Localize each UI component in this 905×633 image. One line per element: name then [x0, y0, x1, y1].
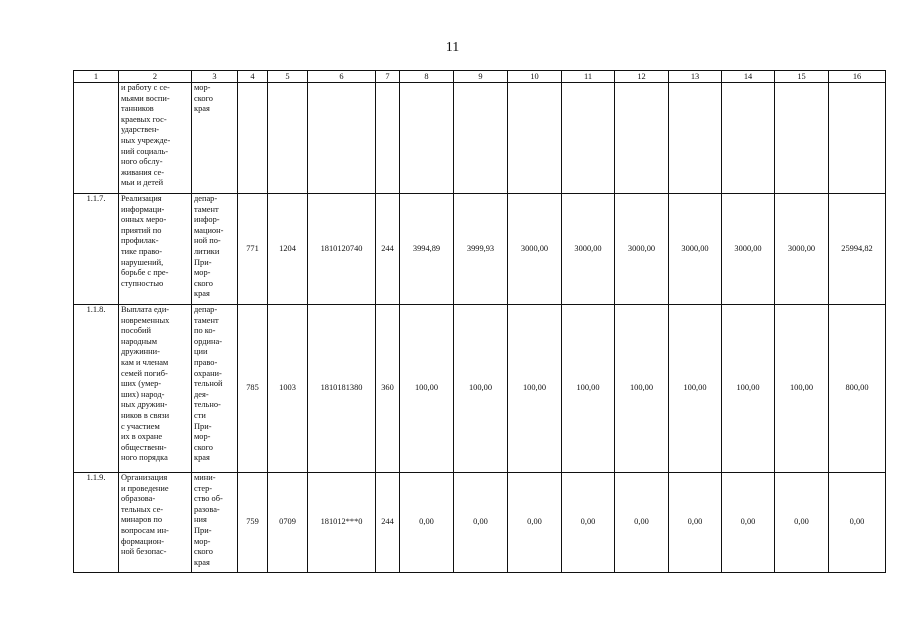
- table-cell: [308, 83, 376, 194]
- column-header: 13: [669, 71, 722, 83]
- table-row: [74, 305, 886, 473]
- table-cell: 0,00: [454, 473, 508, 573]
- table-cell: 0,00: [775, 473, 829, 573]
- table-cell: 0,00: [615, 473, 669, 573]
- column-header: 14: [722, 71, 775, 83]
- activity-name: Выплата еди- новременных пособий народным дружинни- кам и членам семей погиб- ших (умер- ших) народ- ных дружин- ников в связи с участием их в охране общественн- ного порядка: [119, 305, 192, 473]
- activity-name: и работу с се- мьями воспи- танников краевых гос- ударствен- ных учрежде- ний социаль- ного обслу- живания се- мьи и детей: [119, 83, 192, 194]
- executor: мини- стер- ство об- разова- ния При- мор- ского края: [192, 473, 238, 573]
- table-cell: 1204: [268, 194, 308, 305]
- table-cell: 360: [376, 305, 400, 473]
- column-header: 4: [238, 71, 268, 83]
- column-header: 10: [508, 71, 562, 83]
- column-header: 6: [308, 71, 376, 83]
- table-cell: 0,00: [508, 473, 562, 573]
- executor: депар- тамент по ко- ордина- ции право- охрани- тельной дея- тельно- сти При- мор- ского края: [192, 305, 238, 473]
- column-header: 2: [119, 71, 192, 83]
- budget-table: [73, 70, 886, 573]
- table-cell: 244: [376, 473, 400, 573]
- activity-name: Реализация информаци- онных меро- приятий по профилак- тике право- нарушений, борьбе с пре- ступностью: [119, 194, 192, 305]
- table-row: [74, 473, 886, 573]
- executor: депар- тамент инфор- мацион- ной по- литики При- мор- ского края: [192, 194, 238, 305]
- table-cell: [268, 83, 308, 194]
- table-cell: 0,00: [400, 473, 454, 573]
- table-cell: 785: [238, 305, 268, 473]
- row-id: [74, 83, 119, 194]
- table-cell: [669, 83, 722, 194]
- column-header: 3: [192, 71, 238, 83]
- table-cell: 759: [238, 473, 268, 573]
- table-cell: 1810181380: [308, 305, 376, 473]
- table-cell: 100,00: [400, 305, 454, 473]
- table-cell: 3000,00: [508, 194, 562, 305]
- table-cell: 100,00: [508, 305, 562, 473]
- table-row: [74, 194, 886, 305]
- executor: мор- ского края: [192, 83, 238, 194]
- table-cell: [775, 83, 829, 194]
- table-cell: [508, 83, 562, 194]
- table-cell: [829, 83, 886, 194]
- page-number: 11: [445, 40, 460, 55]
- table-cell: [562, 83, 615, 194]
- table-cell: 800,00: [829, 305, 886, 473]
- activity-name: Организация и проведение образова- тельных се- минаров по вопросам ин- формацион- ной безопас-: [119, 473, 192, 573]
- table-cell: 1810120740: [308, 194, 376, 305]
- column-header: 5: [268, 71, 308, 83]
- table-row: [74, 83, 886, 194]
- table-cell: [615, 83, 669, 194]
- column-header: 11: [562, 71, 615, 83]
- table-cell: 100,00: [722, 305, 775, 473]
- table-cell: 3000,00: [615, 194, 669, 305]
- column-header: 12: [615, 71, 669, 83]
- table-cell: [454, 83, 508, 194]
- column-header: 7: [376, 71, 400, 83]
- table-cell: 100,00: [562, 305, 615, 473]
- table-cell: 181012***0: [308, 473, 376, 573]
- table-cell: 25994,82: [829, 194, 886, 305]
- column-header: 16: [829, 71, 886, 83]
- table-cell: [238, 83, 268, 194]
- table-cell: 3000,00: [562, 194, 615, 305]
- table-cell: 1003: [268, 305, 308, 473]
- column-header: 15: [775, 71, 829, 83]
- table-cell: 244: [376, 194, 400, 305]
- table-cell: 100,00: [775, 305, 829, 473]
- table-cell: 3999,93: [454, 194, 508, 305]
- row-id: 1.1.9.: [74, 473, 119, 573]
- table-cell: 0709: [268, 473, 308, 573]
- table-cell: 0,00: [562, 473, 615, 573]
- column-header: 9: [454, 71, 508, 83]
- table-cell: [376, 83, 400, 194]
- table-cell: [400, 83, 454, 194]
- table-cell: 3000,00: [669, 194, 722, 305]
- table-cell: 100,00: [669, 305, 722, 473]
- row-id: 1.1.8.: [74, 305, 119, 473]
- table-cell: 0,00: [722, 473, 775, 573]
- table-cell: [722, 83, 775, 194]
- table-cell: 3000,00: [722, 194, 775, 305]
- table-cell: 100,00: [615, 305, 669, 473]
- table-cell: 100,00: [454, 305, 508, 473]
- column-header: 8: [400, 71, 454, 83]
- table-cell: 3000,00: [775, 194, 829, 305]
- table-cell: 3994,89: [400, 194, 454, 305]
- table-cell: 771: [238, 194, 268, 305]
- table-cell: 0,00: [669, 473, 722, 573]
- row-id: 1.1.7.: [74, 194, 119, 305]
- table-cell: 0,00: [829, 473, 886, 573]
- header-row: [74, 71, 886, 83]
- column-header: 1: [74, 71, 119, 83]
